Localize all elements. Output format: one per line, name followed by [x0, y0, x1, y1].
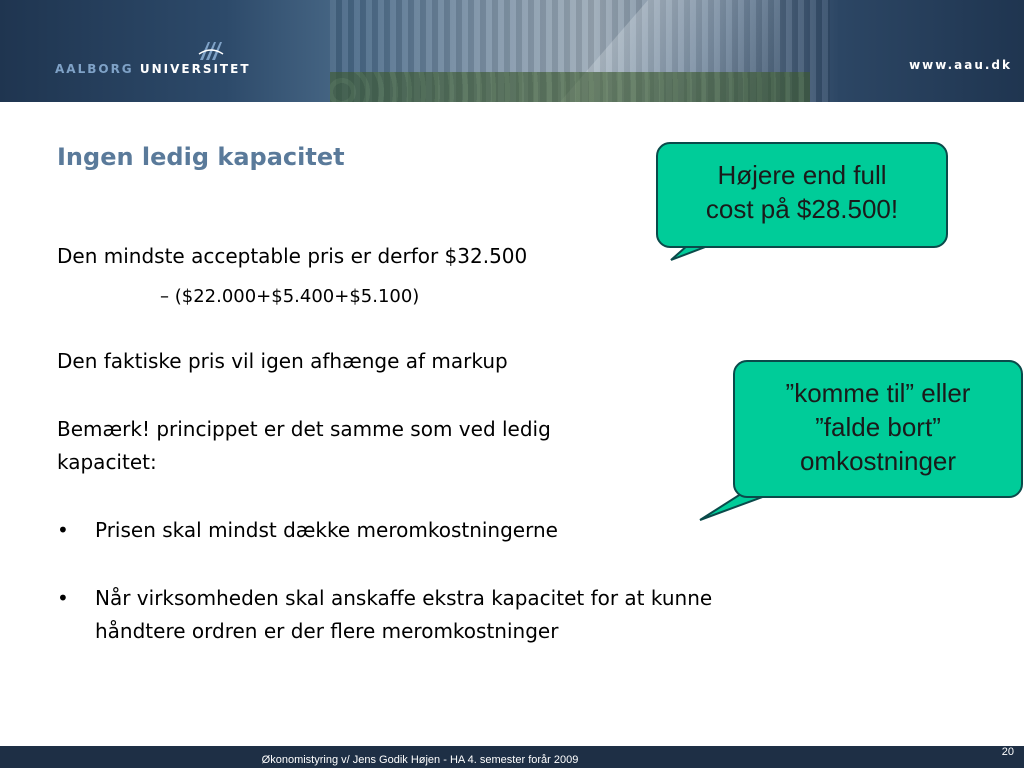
- university-logo-text: [55, 62, 251, 76]
- callout-right-line1: ”komme til” eller: [785, 378, 971, 408]
- slide-title: Ingen ledig kapacitet: [57, 143, 345, 171]
- logo-universitet: UNIVERSITET: [133, 62, 251, 76]
- body-line-note: Bemærk! princippet er det samme som ved ledig: [57, 417, 551, 441]
- body-line-markup: Den faktiske pris vil igen afhænge af markup: [57, 349, 508, 373]
- bullet-marker: •: [57, 518, 69, 542]
- aau-wave-logo-icon: [198, 40, 224, 62]
- callout-top-line2: cost på $28.500!: [705, 194, 899, 224]
- body-line-note-cont: kapacitet:: [57, 450, 157, 474]
- logo-aalborg: AALBORG: [55, 62, 134, 76]
- header-banner: [0, 0, 1024, 102]
- bullet-item-1: Prisen skal mindst dække meromkostningerne: [95, 518, 558, 542]
- trees-photo: [330, 72, 810, 102]
- body-line-min-price: Den mindste acceptable pris er derfor $32.500: [57, 244, 528, 268]
- bullet-item-2-line2: håndtere ordren er der flere meromkostninger: [95, 619, 559, 643]
- footer-text: Økonomistyring v/ Jens Godik Højen - HA 4. semester forår 2009: [261, 754, 579, 766]
- bullet-item-2-line1: Når virksomheden skal anskaffe ekstra kapacitet for at kunne: [95, 586, 713, 610]
- bullet-marker: •: [57, 586, 69, 610]
- header-url[interactable]: www.aau.dk: [909, 58, 1012, 72]
- callout-right: [733, 360, 1023, 498]
- slide-number: 20: [1001, 746, 1014, 758]
- callout-top-line1: Højere end full: [717, 160, 887, 190]
- callout-right-line3: omkostninger: [799, 446, 957, 476]
- body-subline-calc: – ($22.000+$5.400+$5.100): [160, 286, 420, 307]
- callout-top: [656, 142, 948, 248]
- callout-right-line2: ”falde bort”: [815, 412, 941, 442]
